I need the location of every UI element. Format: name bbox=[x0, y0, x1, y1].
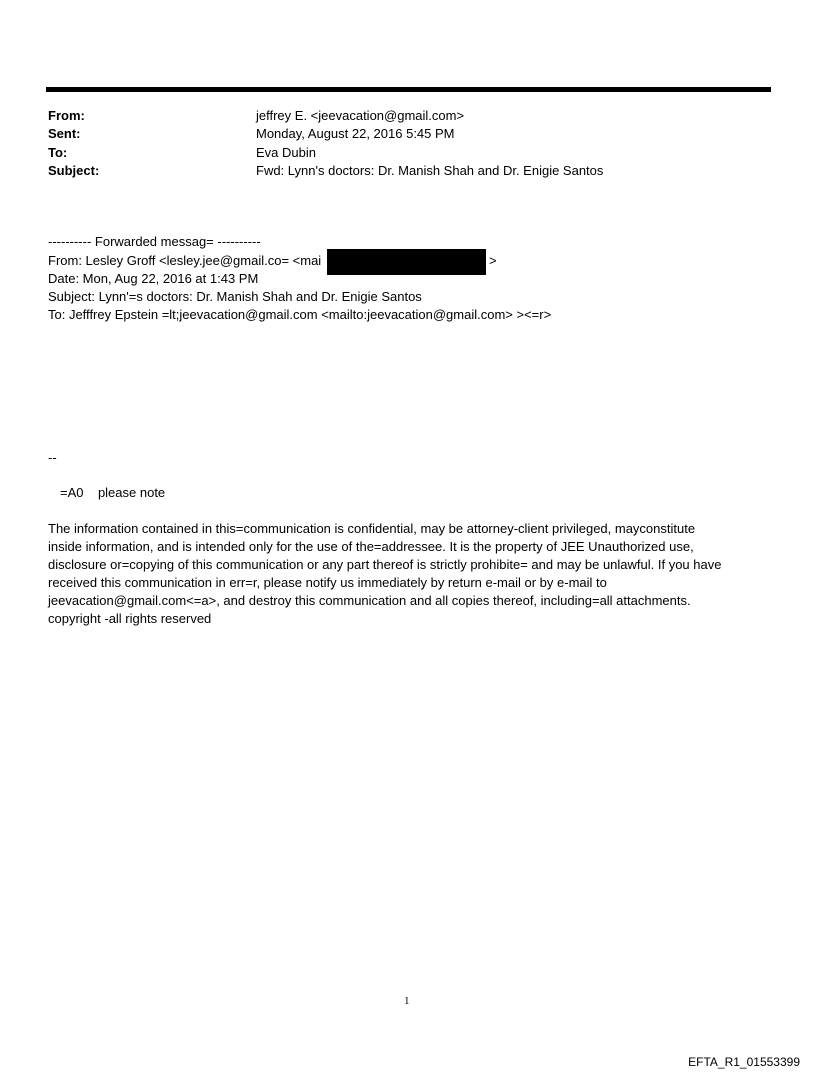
sent-value: Monday, August 22, 2016 5:45 PM bbox=[256, 126, 455, 141]
disclaimer-line: received this communication in err=r, please notify us immediately by return e-mail or by e-mail to bbox=[48, 575, 607, 590]
from-label: From: bbox=[48, 108, 85, 123]
disclaimer-line: copyright -all rights reserved bbox=[48, 611, 212, 626]
signature-dashes: -- bbox=[48, 450, 57, 465]
signature-note: =A0 please note bbox=[60, 485, 166, 500]
forwarded-from-line-end: > bbox=[489, 253, 497, 268]
disclaimer-line: inside information, and is intended only for the use of the=addressee. It is the property of JEE Unauthorized use, bbox=[48, 539, 694, 554]
from-value: jeffrey E. <jeevacation@gmail.com> bbox=[256, 108, 465, 123]
sent-label: Sent: bbox=[48, 126, 81, 141]
subject-label: Subject: bbox=[48, 163, 100, 178]
forwarded-to-line: To: Jefffrey Epstein =lt;jeevacation@gmail.com <mailto:jeevacation@gmail.com> ><=r> bbox=[48, 307, 552, 322]
to-label: To: bbox=[48, 145, 68, 160]
to-value: Eva Dubin bbox=[256, 145, 316, 160]
forwarded-subject-line: Subject: Lynn'=s doctors: Dr. Manish Shah and Dr. Enigie Santos bbox=[48, 289, 422, 304]
forwarded-date-line: Date: Mon, Aug 22, 2016 at 1:43 PM bbox=[48, 271, 259, 286]
disclaimer-line: jeevacation@gmail.com<=a>, and destroy this communication and all copies thereof, including=all attachments. bbox=[48, 593, 691, 608]
forwarded-from-line: From: Lesley Groff <lesley.jee@gmail.co= <mai bbox=[48, 253, 322, 268]
forwarded-separator: ---------- Forwarded messag= ---------- bbox=[48, 234, 261, 249]
header-rule bbox=[46, 87, 771, 92]
disclaimer-line: The information contained in this=communication is confidential, may be attorney-client privileged, mayconstitute bbox=[48, 521, 696, 536]
disclaimer-line: disclosure or=copying of this communication or any part thereof is strictly prohibite= and may be unlawful. If you have bbox=[48, 557, 722, 572]
document-id: EFTA_R1_01553399 bbox=[688, 1055, 800, 1069]
disclaimer-text bbox=[48, 520, 768, 628]
page-number: 1 bbox=[404, 995, 410, 1007]
redaction-block bbox=[327, 249, 486, 275]
subject-value: Fwd: Lynn's doctors: Dr. Manish Shah and Dr. Enigie Santos bbox=[256, 163, 604, 178]
